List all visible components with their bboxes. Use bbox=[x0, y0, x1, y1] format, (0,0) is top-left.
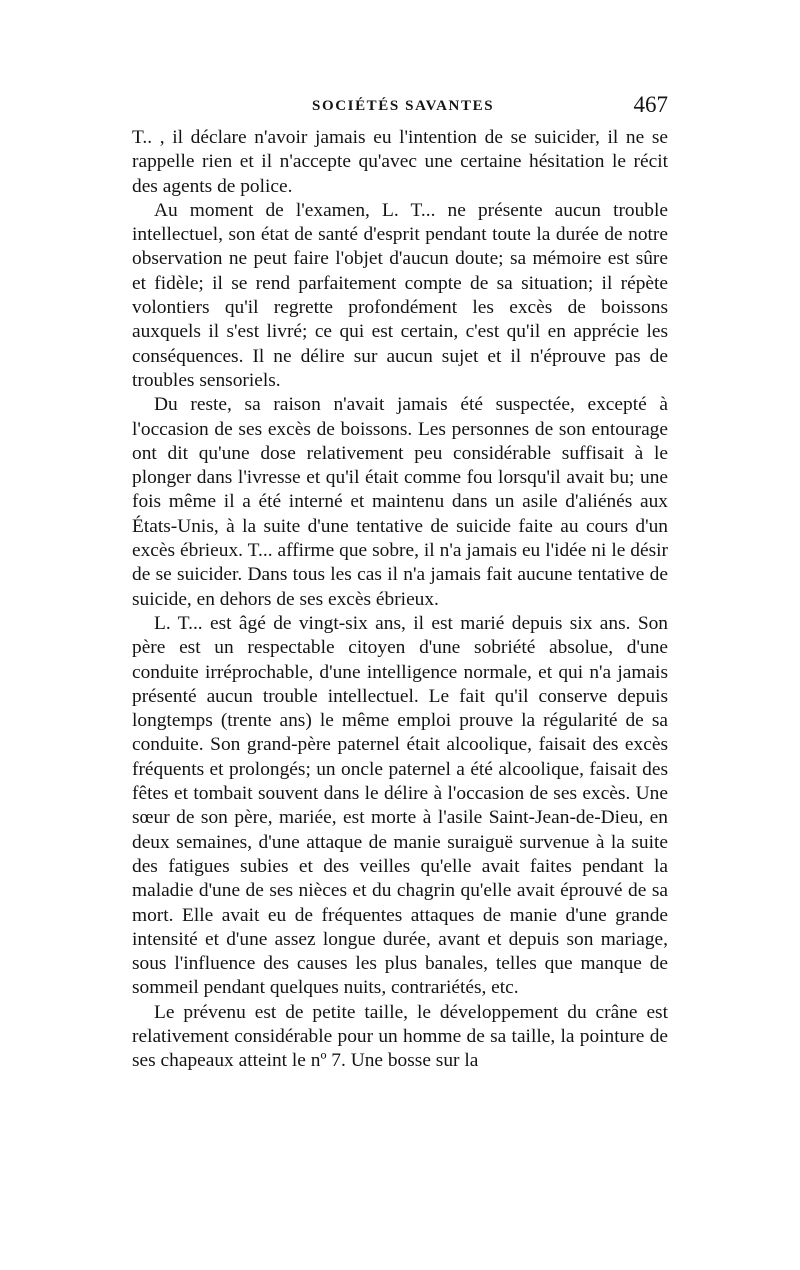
paragraph-1: T.. , il déclare n'avoir jamais eu l'intention de se suicider, il ne se rappelle rien et il n'accepte qu'avec une certaine hésitation le récit des agents de police. bbox=[132, 127, 668, 197]
header-title: SOCIÉTÉS SAVANTES bbox=[312, 98, 495, 114]
paragraph-3: Du reste, sa raison n'avait jamais été suspectée, excepté à l'occasion de ses excès de boissons. Les personnes de son entourage ont dit qu'une dose relativement peu considérable suffisait à le plonger dans l'ivresse et qu'il était comme fou lorsqu'il avait bu; une fois même il a été interné et maintenu dans un asile d'aliénés aux États-Unis, à la suite d'une tentative de suicide faite au cours d'un excès ébrieux. T... affirme que sobre, il n'a jamais eu l'idée ni le désir de se suicider. Dans tous les cas il n'a jamais fait aucune tentative de suicide, en dehors de ses excès ébrieux. bbox=[132, 394, 668, 610]
paragraph-2: Au moment de l'examen, L. T... ne présente aucun trouble intellectuel, son état de santé d'esprit pendant toute la durée de notre observation ne peut faire l'objet d'aucun doute; sa mémoire est sûre et fidèle; il se rend parfaitement compte de sa situation; il répète volontiers qu'il regrette profondément les excès de boissons auxquels il s'est livré; ce qui est certain, c'est qu'il en apprécie les conséquences. Il ne délire sur aucun sujet et il n'éprouve pas de troubles sensoriels. bbox=[132, 199, 668, 391]
body-text bbox=[132, 126, 668, 1074]
paragraph-4: L. T... est âgé de vingt-six ans, il est marié depuis six ans. Son père est un respectable citoyen d'une sobriété absolue, d'une conduite irréprochable, d'une intelligence normale, et qui n'a jamais présenté aucun trouble intellectuel. Le fait qu'il conserve depuis longtemps (trente ans) le même emploi prouve la régularité de sa conduite. Son grand-père paternel était alcoolique, faisait des excès fréquents et prolongés; un oncle paternel a été alcoolique, faisait des fêtes et tombait souvent dans le délire à l'occasion de ses excès. Une sœur de son père, mariée, est morte à l'asile Saint-Jean-de-Dieu, en deux semaines, d'une attaque de manie suraiguë survenue à la suite des fatigues subies et des veilles qu'elle avait faites pendant la maladie d'une de ses nièces et du chagrin qu'elle avait éprouvé de sa mort. Elle avait eu de fréquentes attaques de manie d'une grande intensité et d'une assez longue durée, avant et depuis son mariage, sous l'influence des causes les plus banales, telles que manque de sommeil pendant quelques nuits, contrariétés, etc. bbox=[132, 612, 668, 999]
paragraph-5: Le prévenu est de petite taille, le développement du crâne est relativement considérable pour un homme de sa taille, la pointure de ses chapeaux atteint le nº 7. Une bosse sur la bbox=[132, 1001, 668, 1072]
page-number: 467 bbox=[633, 92, 668, 117]
running-header bbox=[132, 94, 668, 120]
